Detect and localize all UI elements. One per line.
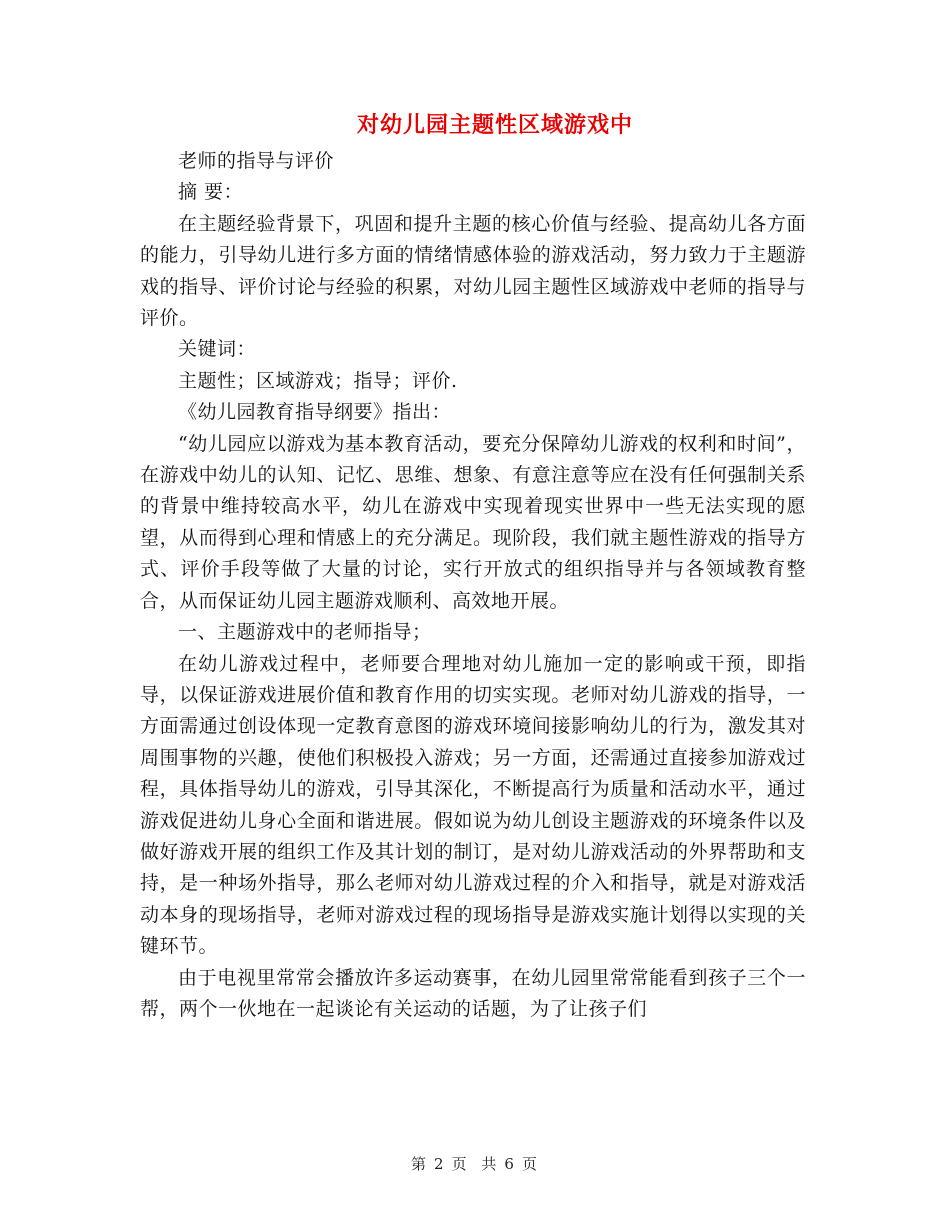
body-paragraph: “幼儿园应以游戏为基本教育活动，要充分保障幼儿游戏的权利和时间”，在游戏中幼儿的认知、记忆、思维、想象、有意注意等应在没有任何强制关系的背景中维持较高水平，幼儿在游戏中实现着现实世界中一些无法实现的愿望，从而得到心理和情感上的充分满足。现阶段，我们就主题性游戏的指导方式、评价手段等做了大量的讨论，实行开放式的组织指导并与各领域教育整合，从而保证幼儿园主题游戏顺利、高效地开展。 <box>140 432 806 612</box>
document-body <box>140 146 806 1025</box>
footer-page-unit: 页 <box>451 1155 469 1173</box>
body-paragraph: 由于电视里常常会播放许多运动赛事，在幼儿园里常常能看到孩子三个一帮，两个一伙地在一起谈论有关运动的话题，为了让孩子们 <box>140 966 806 1020</box>
body-paragraph: 在幼儿游戏过程中，老师要合理地对幼儿施加一定的影响或干预，即指导，以保证游戏进展价值和教育作用的切实实现。老师对幼儿游戏的指导，一方面需通过创设体现一定教育意图的游戏环境间接影响幼儿的行为，激发其对周围事物的兴趣，使他们积极投入游戏；另一方面，还需通过直接参加游戏过程，具体指导幼儿的游戏，引导其深化，不断提高行为质量和活动水平，通过游戏促进幼儿身心全面和谐进展。假如说为幼儿创设主题游戏的环境条件以及做好游戏开展的组织工作及其计划的制订，是对幼儿游戏活动的外界帮助和支持，是一种场外指导，那么老师对幼儿游戏过程的介入和指导，就是对游戏活动本身的现场指导，老师对游戏过程的现场指导是游戏实施计划得以实现的关键环节。 <box>140 652 806 958</box>
subtitle-line: 老师的指导与评价 <box>178 150 335 172</box>
footer-page-number: 2 <box>434 1155 446 1173</box>
abstract-paragraph: 在主题经验背景下，巩固和提升主题的核心价值与经验、提高幼儿各方面的能力，引导幼儿进行多方面的情绪情感体验的游戏活动，努力致力于主题游戏的指导、评价讨论与经验的积累，对幼儿园主题性区域游戏中老师的指导与评价。 <box>140 212 806 330</box>
footer-total-unit: 页 <box>521 1155 539 1173</box>
body-paragraph: 《幼儿园教育指导纲要》指出： <box>178 401 452 424</box>
section-heading: 一、主题游戏中的老师指导； <box>178 621 432 644</box>
footer-prefix: 第 <box>411 1155 429 1173</box>
keywords-list: 主题性；区域游戏；指导；评价. <box>178 369 458 392</box>
footer-total-prefix: 共 <box>481 1155 499 1173</box>
footer-total-pages: 6 <box>504 1155 516 1173</box>
document-title: 对幼儿园主题性区域游戏中 <box>356 112 633 138</box>
page-footer <box>0 1152 950 1176</box>
abstract-heading: 摘 要： <box>178 181 244 204</box>
keywords-heading: 关键词： <box>178 338 257 361</box>
